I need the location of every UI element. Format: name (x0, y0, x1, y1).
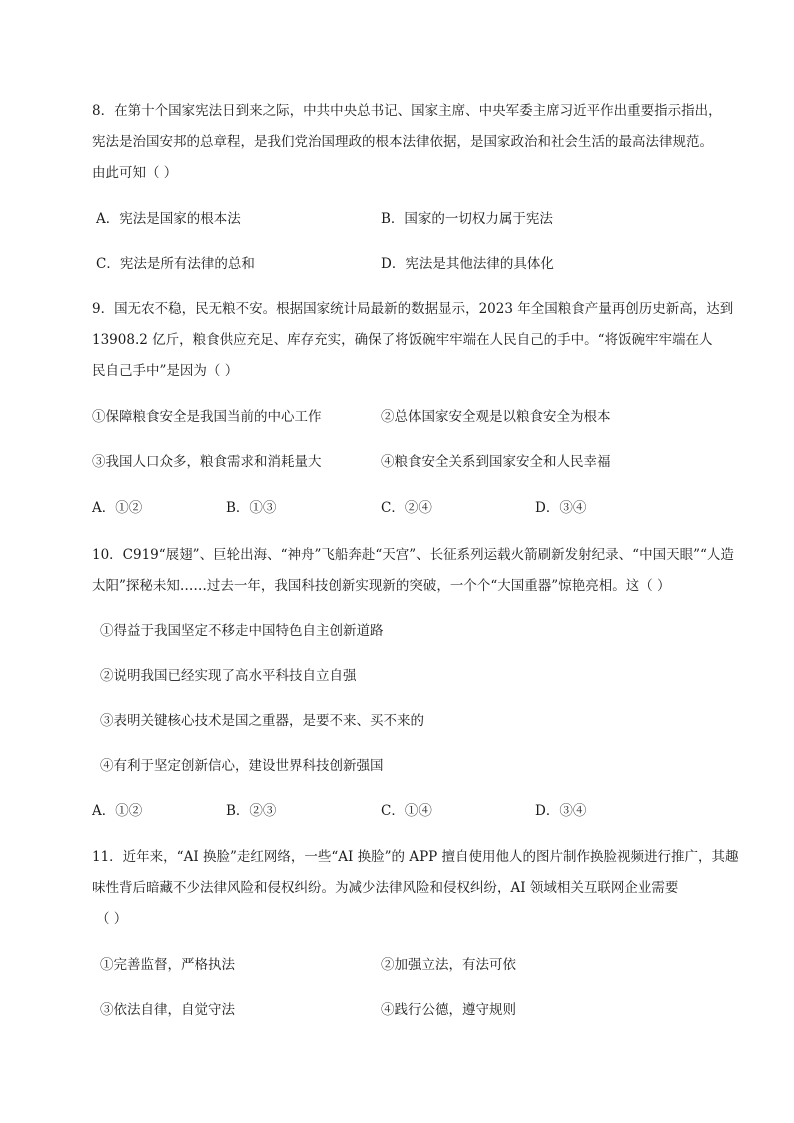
option-a: A．①② (92, 803, 143, 819)
statement-2: ②说明我国已经实现了高水平科技自立自强 (100, 668, 357, 684)
question-stem-line: 宪法是治国安邦的总章程，是我们党治国理政的根本法律依据，是国家政治和社会生活的最高法律规范。 (92, 134, 713, 150)
statement-4: ④践行公德，遵守规则 (381, 1002, 516, 1018)
question-stem-line: 9．国无农不稳，民无粮不安。根据国家统计局最新的数据显示，2023 年全国粮食产量再创历史新高，达到 (92, 301, 734, 317)
statement-2: ②加强立法，有法可依 (381, 957, 516, 973)
option-d: D．③④ (535, 803, 587, 819)
question-stem-line: 10．C919“展翅”、巨轮出海、“神舟”飞船奔赴“天宫”、长征系列运载火箭刷新发射纪录、“中国天眼”“人造 (92, 547, 734, 563)
question-stem-line: 11．近年来，“AI 换脸”走红网络，一些“AI 换脸”的 APP 擅自使用他人的图片制作换脸视频进行推广，其趣 (92, 849, 739, 865)
statement-3: ③我国人口众多，粮食需求和消耗量大 (92, 454, 322, 470)
statement-3: ③表明关键核心技术是国之重器，是要不来、买不来的 (100, 713, 424, 729)
question-stem-line: 由此可知（ ） (92, 165, 178, 181)
statement-2: ②总体国家安全观是以粮食安全为根本 (381, 409, 611, 425)
statement-4: ④粮食安全关系到国家安全和人民幸福 (381, 454, 611, 470)
option-a: A．①② (92, 500, 143, 516)
question-stem-line: 太阳”探秘未知……过去一年，我国科技创新实现新的突破，一个个“大国重器”惊艳亮相。这（ ） (92, 578, 671, 594)
statement-1: ①完善监督，严格执法 (100, 957, 235, 973)
question-stem-line: 8．在第十个国家宪法日到来之际，中共中央总书记、国家主席、中央军委主席习近平作出重要指示指出， (92, 103, 722, 119)
question-stem-line: 13908.2 亿斤，粮食供应充足、库存充实，确保了将饭碗牢牢端在人民自己的手中。“将饭碗牢牢端在人 (92, 332, 713, 348)
option-b: B．①③ (226, 500, 277, 516)
option-d: D．宪法是其他法律的具体化 (381, 256, 554, 272)
question-stem-line: 味性背后暗藏不少法律风险和侵权纠纷。为减少法律风险和侵权纠纷，AI 领域相关互联网企业需要 (92, 880, 679, 896)
statement-1: ①得益于我国坚定不移走中国特色自主创新道路 (100, 623, 384, 639)
option-b: B．②③ (226, 803, 277, 819)
option-b: B．国家的一切权力属于宪法 (381, 211, 553, 227)
statement-3: ③依法自律，自觉守法 (100, 1002, 235, 1018)
statement-4: ④有利于坚定创新信心，建设世界科技创新强国 (100, 758, 384, 774)
option-c: C．宪法是所有法律的总和 (96, 256, 255, 272)
question-stem-line: 民自己手中”是因为（ ） (92, 363, 239, 379)
question-stem-line: （ ） (96, 911, 128, 927)
option-d: D．③④ (535, 500, 587, 516)
option-a: A．宪法是国家的根本法 (96, 211, 241, 227)
statement-1: ①保障粮食安全是我国当前的中心工作 (92, 409, 322, 425)
option-c: C．②④ (381, 500, 432, 516)
option-c: C．①④ (381, 803, 432, 819)
